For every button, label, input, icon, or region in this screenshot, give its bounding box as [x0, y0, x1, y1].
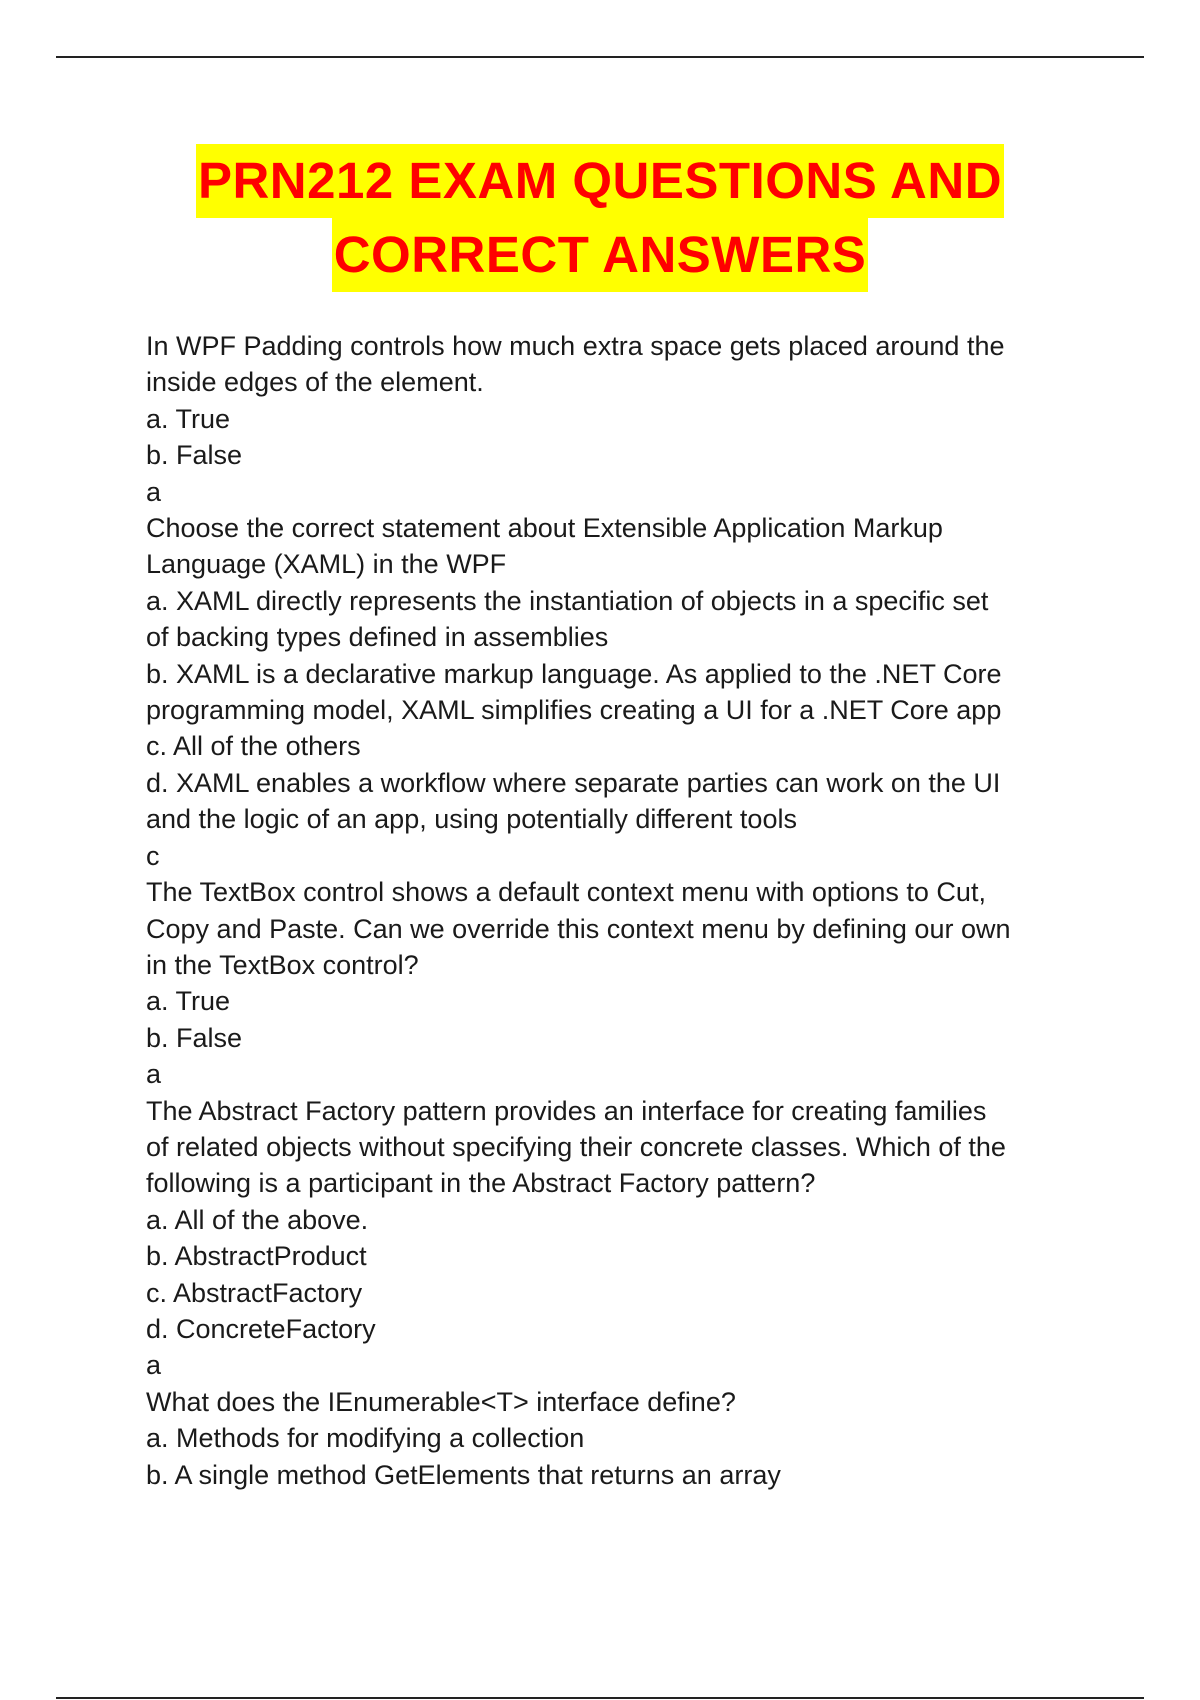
question-3-text: in the TextBox control? — [146, 949, 419, 980]
question-4-text: following is a participant in the Abstract Factory pattern? — [146, 1168, 816, 1199]
question-4-option: a. All of the above. — [146, 1204, 369, 1235]
question-3-text: Copy and Paste. Can we override this context menu by defining our own — [146, 913, 1011, 944]
question-2-answer: c — [146, 840, 160, 871]
question-4-text: The Abstract Factory pattern provides an interface for creating families — [146, 1095, 987, 1126]
question-4-option: b. AbstractProduct — [146, 1241, 367, 1272]
question-2-option: c. All of the others — [146, 731, 361, 762]
top-rule — [56, 56, 1144, 58]
question-1-option: b. False — [146, 440, 243, 471]
document-title — [0, 144, 1200, 292]
question-2-option: and the logic of an app, using potentially different tools — [146, 804, 797, 835]
question-2-option: b. XAML is a declarative markup language. As applied to the .NET Core — [146, 658, 1002, 689]
question-2-option: a. XAML directly represents the instantiation of objects in a specific set — [146, 585, 989, 616]
question-2-option: programming model, XAML simplifies creating a UI for a .NET Core app — [146, 695, 1002, 726]
question-3-answer: a — [146, 1059, 162, 1090]
question-4-answer: a — [146, 1350, 162, 1381]
question-4-option: d. ConcreteFactory — [146, 1313, 376, 1344]
title-line-2: CORRECT ANSWERS — [332, 218, 869, 292]
question-4-option: c. AbstractFactory — [146, 1277, 363, 1308]
question-1-option: a. True — [146, 403, 231, 434]
question-4-text: of related objects without specifying their concrete classes. Which of the — [146, 1131, 1006, 1162]
question-3-option: b. False — [146, 1022, 243, 1053]
document-body — [146, 328, 1066, 1493]
question-1-text: inside edges of the element. — [146, 367, 484, 398]
question-2-option: of backing types defined in assemblies — [146, 622, 609, 653]
question-1-text: In WPF Padding controls how much extra space gets placed around the — [146, 331, 1005, 361]
question-2-option: d. XAML enables a workflow where separate parties can work on the UI — [146, 767, 1001, 798]
question-5-option: a. Methods for modifying a collection — [146, 1423, 585, 1454]
question-3-text: The TextBox control shows a default context menu with options to Cut, — [146, 877, 986, 908]
question-2-text: Choose the correct statement about Extensible Application Markup — [146, 513, 943, 544]
question-1-answer: a — [146, 476, 162, 507]
title-line-1: PRN212 EXAM QUESTIONS AND — [196, 144, 1004, 218]
question-2-text: Language (XAML) in the WPF — [146, 549, 507, 580]
question-3-option: a. True — [146, 986, 231, 1017]
bottom-rule — [56, 1697, 1144, 1699]
question-5-text: What does the IEnumerable<T> interface define? — [146, 1386, 736, 1417]
question-5-option: b. A single method GetElements that returns an array — [146, 1459, 781, 1490]
